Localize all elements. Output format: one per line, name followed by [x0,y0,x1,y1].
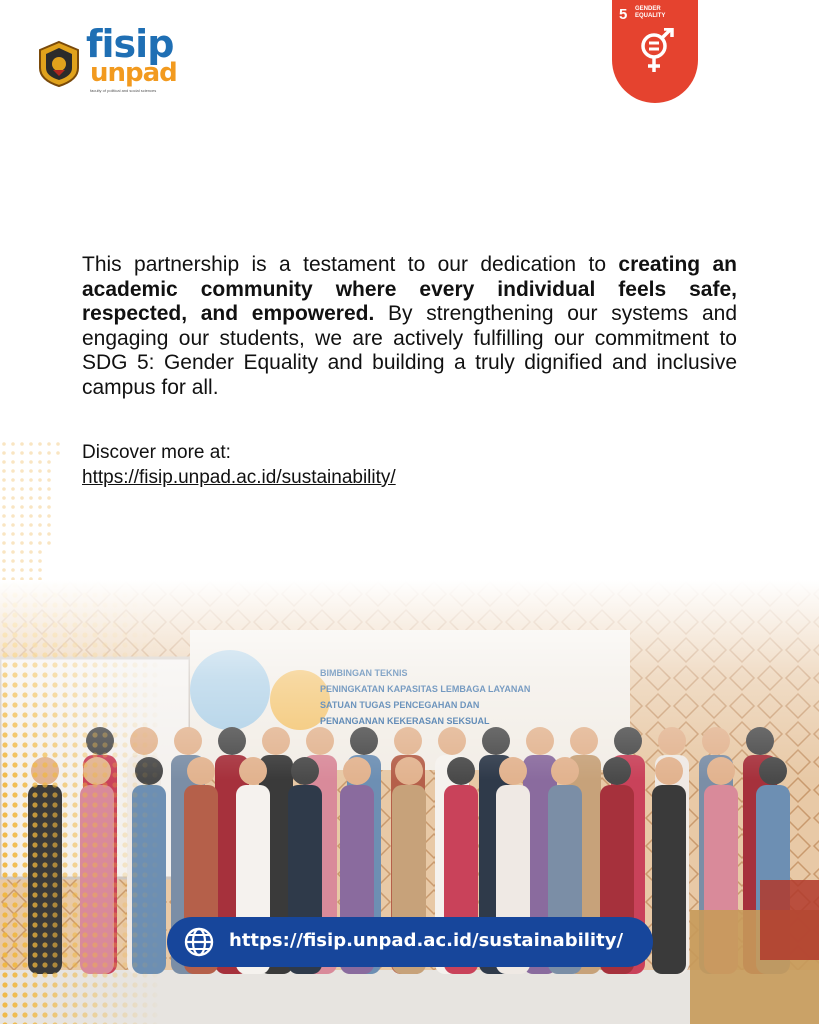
decor-dot [20,451,24,455]
decor-dot [29,469,33,473]
decor-dot [2,487,6,491]
decor-dot [2,505,6,509]
decor-dot [2,496,6,500]
globe-icon [183,926,215,958]
brand-fisip: fisip [86,22,174,66]
body-outro: By strengthening our systems and engaging our students, we are actively fulfilling our commitment to SDG 5: Gender Equality and building a truly dignified and inclusive campus for all. [82,302,737,399]
decor-dot [2,568,6,572]
sdg-5-badge [612,0,698,103]
decor-dot [29,550,33,554]
decor-dot [47,469,51,473]
decor-dot [38,541,42,545]
decor-dot [2,442,6,446]
decor-dot [20,532,24,536]
decor-dot [20,568,24,572]
decor-dot [38,532,42,536]
decor-dot [29,460,33,464]
brand-unpad: unpad [90,58,177,88]
decor-dot [29,496,33,500]
decor-dot [2,460,6,464]
decor-dot [47,496,51,500]
decor-dot [2,559,6,563]
decor-dot [29,451,33,455]
decor-dot [11,469,15,473]
decor-dot [11,487,15,491]
decor-dot [29,487,33,491]
decor-dot [11,559,15,563]
fisip-unpad-logo [86,22,196,98]
decor-dot [11,532,15,536]
decor-dot [47,505,51,509]
decor-dot [20,541,24,545]
decor-dot [20,469,24,473]
decor-dot [38,514,42,518]
sdg-title [635,6,685,20]
decor-dot [11,514,15,518]
sustainability-link[interactable]: https://fisip.unpad.ac.id/sustainability/ [82,467,396,488]
decor-dot [47,532,51,536]
decor-dot [47,460,51,464]
sdg-title-line2: EQUALITY [635,13,666,19]
decor-dot [20,496,24,500]
decor-dot [2,514,6,518]
decor-dot [47,451,51,455]
decor-dot [38,550,42,554]
sdg-title-line1: GENDER [635,6,661,12]
header [0,0,819,120]
decor-dot [29,478,33,482]
gender-equality-icon [638,28,674,78]
body-paragraph [82,253,737,400]
decor-dot [56,451,60,455]
decor-dot [29,532,33,536]
decor-dot [29,568,33,572]
decor-dot [20,478,24,482]
decor-dot [20,559,24,563]
decor-dot [29,541,33,545]
decor-dot [38,496,42,500]
decor-dot [11,568,15,572]
decor-dot [38,505,42,509]
decor-dot [38,523,42,527]
decor-dot [11,505,15,509]
decor-dot [2,451,6,455]
decor-dot [11,523,15,527]
decor-dot [20,550,24,554]
decor-dot [11,442,15,446]
decor-dot [29,559,33,563]
decor-dot [47,478,51,482]
decor-dot [20,487,24,491]
decor-dot [38,487,42,491]
website-url-text: https://fisip.unpad.ac.id/sustainability/ [229,930,624,951]
decor-dot [11,478,15,482]
decor-dot [2,469,6,473]
unpad-seal-logo [36,40,82,88]
decor-dot [47,487,51,491]
brand-tagline: faculty of political and social sciences [90,88,157,93]
decor-dot [56,442,60,446]
discover-label: Discover more at: [82,442,231,463]
decor-dot [38,478,42,482]
decor-dot [38,442,42,446]
decor-dot [20,460,24,464]
decor-dot [11,460,15,464]
decor-dot [11,496,15,500]
decor-dot [38,469,42,473]
decor-dot [47,541,51,545]
decor-dot [11,541,15,545]
decor-dot [29,523,33,527]
decor-dot [2,532,6,536]
decor-dot [38,451,42,455]
decor-dot [47,523,51,527]
decor-dot [38,568,42,572]
decor-dot [2,550,6,554]
website-url-pill[interactable] [167,917,653,967]
decor-dot [2,478,6,482]
decor-dot [29,514,33,518]
decor-dot [20,514,24,518]
decor-dot [47,442,51,446]
decor-dot [2,523,6,527]
decor-dot [47,514,51,518]
decor-dot [20,523,24,527]
decor-dot [2,541,6,545]
decor-dot [29,442,33,446]
decor-dot [38,460,42,464]
decor-dot [11,451,15,455]
body-intro: This partnership is a testament to our dedication to [82,253,619,276]
decor-dot [38,559,42,563]
sdg-number: 5 [619,6,628,23]
decor-dot [11,550,15,554]
decor-dot [29,505,33,509]
body-bold: creating an academic community where every individual feels safe, respected, and empowered. [82,253,737,325]
decor-dot [20,505,24,509]
decor-dot [20,442,24,446]
